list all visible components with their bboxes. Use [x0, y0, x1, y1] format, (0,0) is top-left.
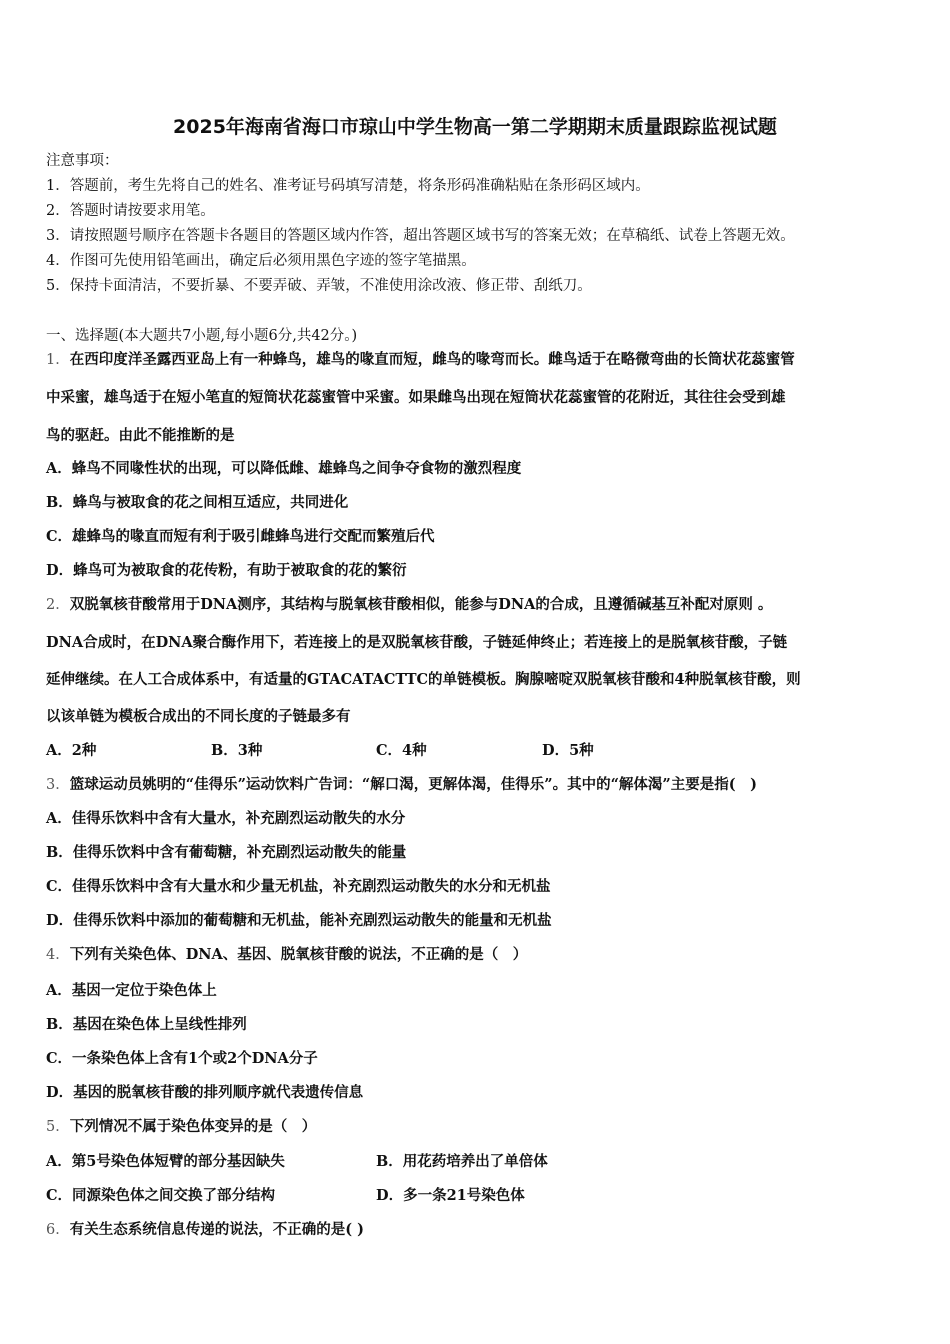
- question-text: 下列有关染色体、DNA、基因、脱氧核苷酸的说法，不正确的是（ ）: [69, 946, 528, 963]
- question-text: 篮球运动员姚明的“佳得乐”运动饮料广告词：“解口渴，更解体渴，佳得乐”。其中的“解体渴”主要是指( ): [69, 776, 757, 793]
- q1-option-b: B．蜂鸟与被取食的花之间相互适应，共同进化: [46, 494, 349, 511]
- notice-item-2: 2．答题时请按要求用笔。: [46, 203, 215, 219]
- q1-option-c: C．雄蜂鸟的喙直而短有利于吸引雌蜂鸟进行交配而繁殖后代: [46, 528, 435, 545]
- question-number: 4．: [46, 947, 70, 963]
- question-number: 5．: [46, 1119, 70, 1135]
- question-number: 2．: [46, 597, 70, 613]
- notice-item-1: 1．答题前，考生先将自己的姓名、准考证号码填写清楚，将条形码准确粘贴在条形码区域内。: [46, 178, 650, 194]
- q4-option-c: C．一条染色体上含有1个或2个DNA分子: [46, 1050, 318, 1067]
- q5-options-row-2: [46, 1186, 906, 1206]
- question-text: 在西印度洋圣露西亚岛上有一种蜂鸟，雄鸟的喙直而短，雌鸟的喙弯而长。雌鸟适于在略微弯曲的长筒状花蕊蜜管: [69, 351, 795, 368]
- page-title: 2025年海南省海口市琼山中学生物高一第二学期期末质量跟踪监视试题: [173, 116, 777, 138]
- q4-option-b: B．基因在染色体上呈线性排列: [46, 1016, 247, 1033]
- notice-item-4: 4．作图可先使用铅笔画出，确定后必须用黑色字迹的签字笔描黑。: [46, 253, 476, 269]
- question-2: [46, 595, 772, 615]
- q5-options-row-1: [46, 1152, 906, 1172]
- q5-option-b: B．用花药培养出了单倍体: [376, 1153, 548, 1170]
- question-number: 1．: [46, 352, 70, 368]
- q2-option-a: A．2种: [46, 742, 97, 759]
- notice-item-3: 3．请按照题号顺序在答题卡各题目的答题区域内作答，超出答题区域书写的答案无效；在草稿纸、试卷上答题无效。: [46, 228, 795, 244]
- q3-option-a: A．佳得乐饮料中含有大量水，补充剧烈运动散失的水分: [46, 810, 406, 827]
- section-heading: 一、选择题(本大题共7小题,每小题6分,共42分。): [46, 328, 358, 344]
- question-2-line-4: 以该单链为模板合成出的不同长度的子链最多有: [46, 708, 351, 725]
- question-1-line-3: 鸟的驱赶。由此不能推断的是: [46, 427, 235, 444]
- q2-option-b: B．3种: [211, 742, 263, 759]
- question-1-line-2: 中采蜜，雄鸟适于在短小笔直的短筒状花蕊蜜管中采蜜。如果雌鸟出现在短筒状花蕊蜜管的花附近，其往往会受到雄: [46, 389, 786, 406]
- q2-option-c: C．4种: [376, 742, 427, 759]
- q4-option-d: D．基因的脱氧核苷酸的排列顺序就代表遗传信息: [46, 1084, 364, 1101]
- notice-heading: 注意事项：: [46, 153, 119, 169]
- q3-option-d: D．佳得乐饮料中添加的葡萄糖和无机盐，能补充剧烈运动散失的能量和无机盐: [46, 912, 552, 929]
- q2-option-d: D．5种: [542, 742, 594, 759]
- question-number: 6．: [46, 1222, 70, 1238]
- notice-item-5: 5．保持卡面清洁，不要折暴、不要弄破、弄皱，不准使用涂改液、修正带、刮纸刀。: [46, 278, 592, 294]
- question-2-line-3: 延伸继续。在人工合成体系中，有适量的GTACATACTTC的单链模板。胸腺嘧啶双脱氧核苷酸和4种脱氧核苷酸，则: [46, 671, 801, 688]
- question-text: 双脱氧核苷酸常用于DNA测序，其结构与脱氧核苷酸相似，能参与DNA的合成，且遵循碱基互补配对原则 。: [69, 596, 773, 613]
- question-1: [46, 350, 795, 370]
- question-6: [46, 1220, 364, 1240]
- q1-option-a: A．蜂鸟不同喙性状的出现，可以降低雌、雄蜂鸟之间争夺食物的激烈程度: [46, 460, 522, 477]
- question-2-line-2: DNA合成时，在DNA聚合酶作用下，若连接上的是双脱氧核苷酸，子链延伸终止；若连接上的是脱氧核苷酸，子链: [46, 634, 788, 651]
- question-number: 3．: [46, 777, 70, 793]
- q5-option-d: D．多一条21号染色体: [376, 1187, 525, 1204]
- question-4: [46, 945, 527, 965]
- q3-option-c: C．佳得乐饮料中含有大量水和少量无机盐，补充剧烈运动散失的水分和无机盐: [46, 878, 551, 895]
- q3-option-b: B．佳得乐饮料中含有葡萄糖，补充剧烈运动散失的能量: [46, 844, 407, 861]
- question-text: 下列情况不属于染色体变异的是（ ）: [69, 1118, 317, 1135]
- q4-option-a: A．基因一定位于染色体上: [46, 982, 217, 999]
- q5-option-a: A．第5号染色体短臂的部分基因缺失: [46, 1153, 285, 1170]
- question-text: 有关生态系统信息传递的说法，不正确的是( ): [69, 1221, 365, 1238]
- question-3: [46, 775, 757, 795]
- q5-option-c: C．同源染色体之间交换了部分结构: [46, 1187, 276, 1204]
- q1-option-d: D．蜂鸟可为被取食的花传粉，有助于被取食的花的繁衍: [46, 562, 407, 579]
- q2-options-row: [46, 741, 906, 761]
- question-5: [46, 1117, 316, 1137]
